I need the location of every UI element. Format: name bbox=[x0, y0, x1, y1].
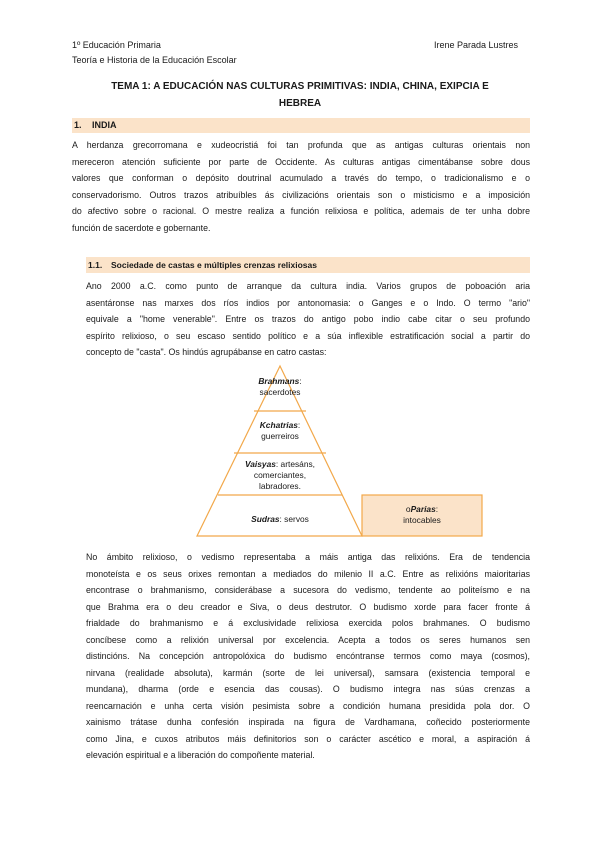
text-line: do afectivo sobre o racional. O mestre realiza a función relixiosa e política, ademais de ter unha dobre bbox=[72, 206, 530, 216]
caste-brahmans: Brahmans: sacerdotes bbox=[258, 376, 302, 397]
subsection-title: Sociedade de castas e múltiples crenzas relixiosas bbox=[111, 260, 317, 270]
caste-role: : artesáns, bbox=[275, 459, 315, 469]
caste-name: Sudras bbox=[251, 514, 280, 524]
text-line: xainismo trátase dunha confesión inspirada na figura de Vardhamana, coñecido posteriormente bbox=[86, 717, 530, 727]
section-title: INDIA bbox=[92, 120, 117, 130]
caste-vaisyas bbox=[220, 459, 340, 492]
caste-role: intocables bbox=[403, 515, 441, 525]
caste-parias: oParias: intocables bbox=[403, 504, 441, 525]
text-line: función de sacerdote e gobernante. bbox=[72, 222, 211, 233]
subject-name: Teoría e Historia de la Educación Escolar bbox=[72, 55, 237, 65]
caste-role: comerciantes, bbox=[253, 470, 307, 480]
course-name: 1º Educación Primaria bbox=[72, 40, 161, 50]
section-number: 1. bbox=[74, 120, 82, 130]
text-line: distincións. Na concepción antropolóxica do budismo encóntranse termos como maya (cosmos), bbox=[86, 651, 530, 661]
subsection-heading-castes bbox=[86, 257, 530, 273]
caste-kchatrias: Kchatrias: guerreiros bbox=[259, 420, 301, 441]
section1-paragraph bbox=[72, 137, 530, 236]
text-line: equivale a "home venerable". Entre os trazos do antigo pobo indio cabe citar o seu profundo bbox=[86, 314, 530, 324]
text-line: No ámbito relixioso, o vedismo representaba a máis antiga das relixións. Era de tendencia bbox=[86, 552, 530, 562]
caste-sudras bbox=[220, 514, 340, 525]
caste-role: sacerdotes bbox=[259, 387, 301, 397]
text-line: reencarnación e unha certa visión pesimista sobre a condición humana presidida pola dor. O bbox=[86, 700, 530, 711]
caste-role: : servos bbox=[279, 514, 309, 524]
text-line: A herdanza grecorromana e xudeocristiá foi tan profunda que as antigas culturas orientais non bbox=[72, 140, 530, 150]
caste-prefix: o bbox=[405, 504, 411, 514]
religion-paragraph bbox=[86, 549, 530, 764]
text-line: que Brahma era o deu creador e Siva, o deus destrutor. O budismo xorde para facer fronte á bbox=[86, 601, 530, 612]
text-line: concíbese como a relixión universal por excelencia. Acepta a todos os seres humanos sen bbox=[86, 634, 530, 645]
section1-1-paragraph bbox=[86, 278, 530, 361]
caste-role: labradores. bbox=[259, 481, 301, 491]
author-name: Irene Parada Lustres bbox=[434, 40, 519, 50]
caste-name: Vaisyas bbox=[245, 459, 276, 469]
text-line: concepto de "casta". Os hindús agrupábanse en catro castas: bbox=[86, 347, 327, 357]
caste-name: Brahmans bbox=[258, 376, 300, 386]
text-line: elevación espiritual e a liberación do compoñente material. bbox=[86, 750, 315, 760]
text-line: conservadorismo. Outros trazos atribuíbles ás civilizacións orientais son o misticismo e a imposición bbox=[72, 189, 530, 200]
text-line: asentáronse nas marxes dos ríos indios por antonomasia: o Ganges e o Indo. O termo "ario" bbox=[86, 297, 530, 308]
caste-name: Kchatrias bbox=[259, 420, 298, 430]
caste-name: Parias bbox=[410, 504, 436, 514]
text-line: como Jina, e cuxos atributos máis definitorios son o carácter ascético e moral, a aspiración á bbox=[86, 733, 530, 744]
section-heading-india bbox=[72, 118, 530, 133]
text-line: frialdade do brahmanismo e á exclusividade relixiosa exercida polos brahmanes. O budismo bbox=[86, 618, 530, 628]
text-line: monoteísta e os seus orixes remontan a mediados do milenio II a.C. Entre as relixións maioritarias bbox=[86, 568, 530, 579]
text-line: valores que conforman o depósito doutrinal acumulado a través do tempo, o tradicionalismo e o bbox=[72, 173, 530, 183]
text-line: encontrase o brahmanismo, considerábase a sucesora do vedismo, tendente ao politeísmo e na bbox=[86, 585, 530, 595]
page-title-line1: TEMA 1: A EDUCACIÓN NAS CULTURAS PRIMITIVAS: INDIA, CHINA, EXIPCIA E bbox=[111, 81, 489, 92]
subsection-number: 1.1. bbox=[88, 260, 103, 270]
text-line: Ano 2000 a.C. como punto de arranque da cultura india. Varios grupos de poboación aria bbox=[86, 281, 530, 291]
page-title-line2: HEBREA bbox=[278, 98, 322, 109]
caste-role: guerreiros bbox=[261, 431, 299, 441]
text-line: nirvana (realidade absoluta), karmán (sorte de lei universal), samsara (existencia temporal e bbox=[86, 667, 530, 678]
text-line: mundana), dharma (orde e esencia das cousas). O budismo integra nas súas crenzas a bbox=[86, 684, 530, 694]
text-line: espírito relixioso, o seu escaso sentido político e a súa inflexible estratificación social a partir do bbox=[86, 330, 530, 341]
text-line: mereceron atención suficiente por parte de Occidente. As culturas antigas cimentábanse sobre dous bbox=[72, 156, 530, 167]
